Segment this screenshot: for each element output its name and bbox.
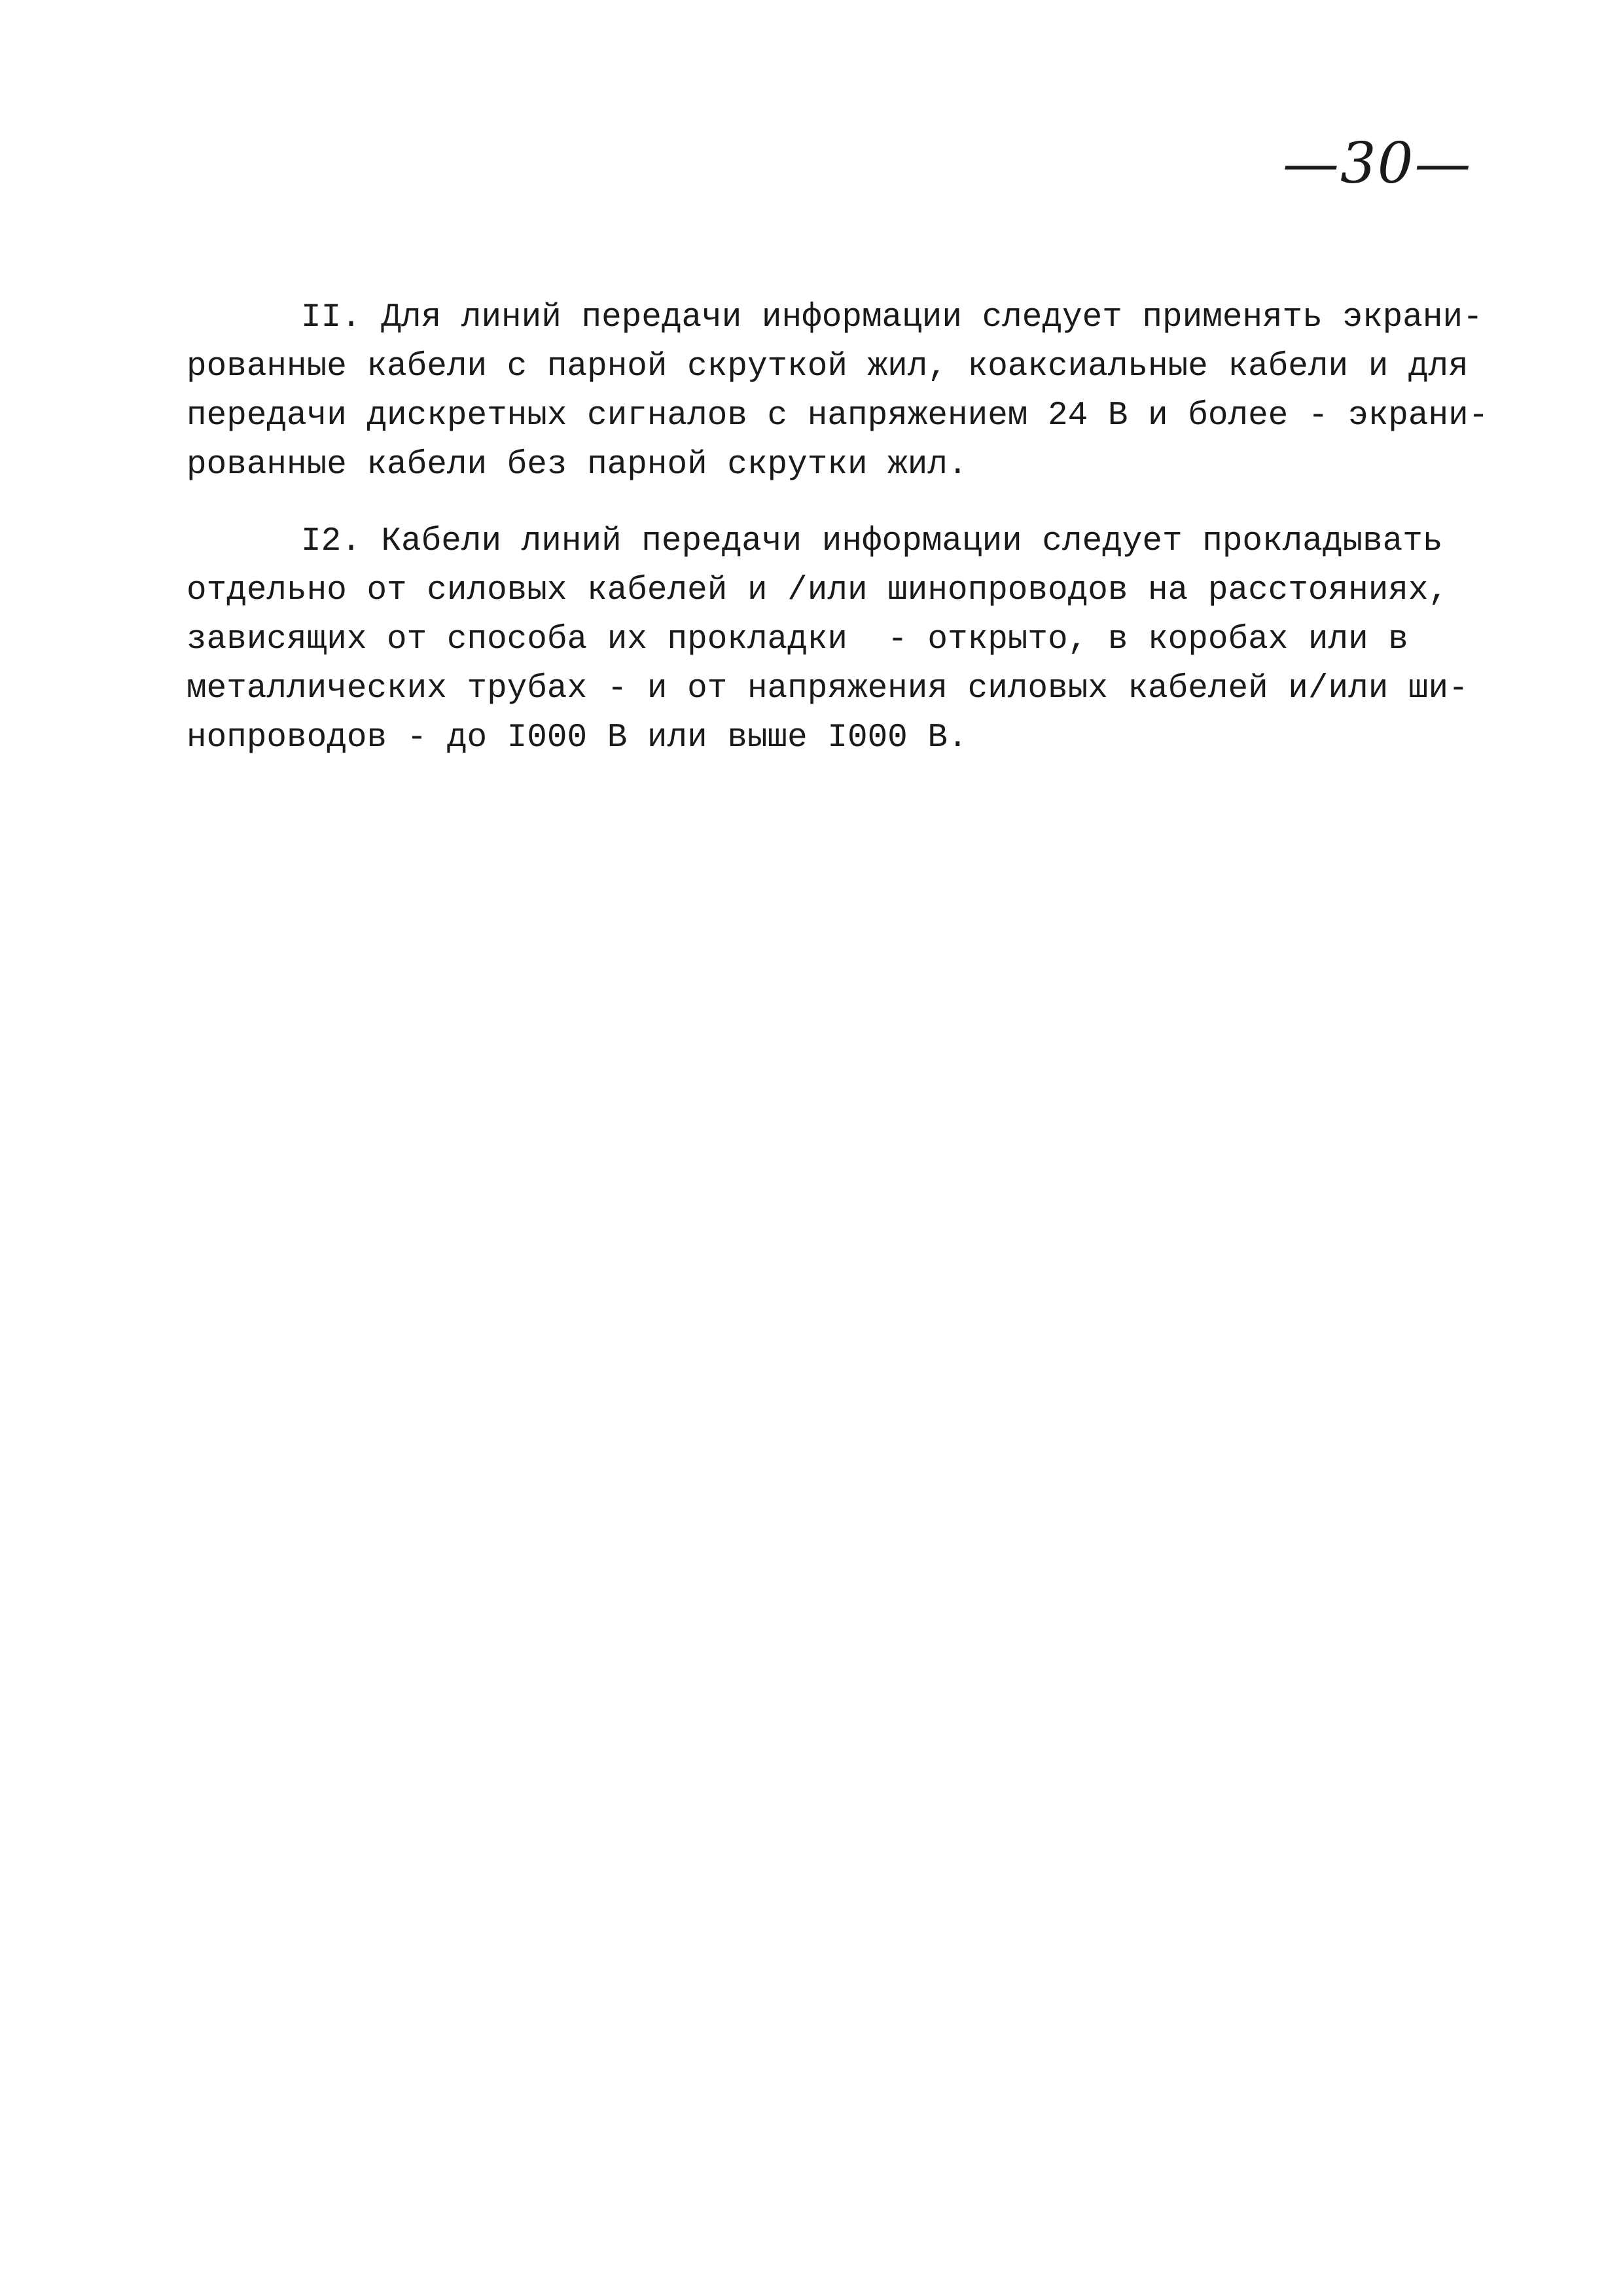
- paragraph-line: нопроводов - до I000 В или выше I000 В.: [187, 719, 968, 757]
- paragraph-line: металлических трубах - и от напряжения силовых кабелей и/или ши-: [187, 670, 1469, 708]
- page-number: —30—: [1283, 131, 1472, 196]
- paragraph-line: передачи дискретных сигналов с напряжением 24 В и более - экрани-: [187, 397, 1489, 435]
- paragraph-11: [187, 293, 1495, 490]
- paragraph-line: отдельно от силовых кабелей и /или шинопроводов на расстояниях,: [187, 572, 1449, 609]
- paragraph-line: зависящих от способа их прокладки - открыто, в коробах или в: [187, 621, 1408, 658]
- paragraph-line: II. Для линий передачи информации следует применять экрани-: [301, 299, 1483, 336]
- paragraph-line: рованные кабели с парной скруткой жил, коаксиальные кабели и для: [187, 348, 1469, 386]
- paragraph-12: [187, 517, 1495, 762]
- paragraph-line: рованные кабели без парной скрутки жил.: [187, 446, 968, 484]
- paragraph-line: I2. Кабели линий передачи информации следует прокладывать: [301, 523, 1443, 560]
